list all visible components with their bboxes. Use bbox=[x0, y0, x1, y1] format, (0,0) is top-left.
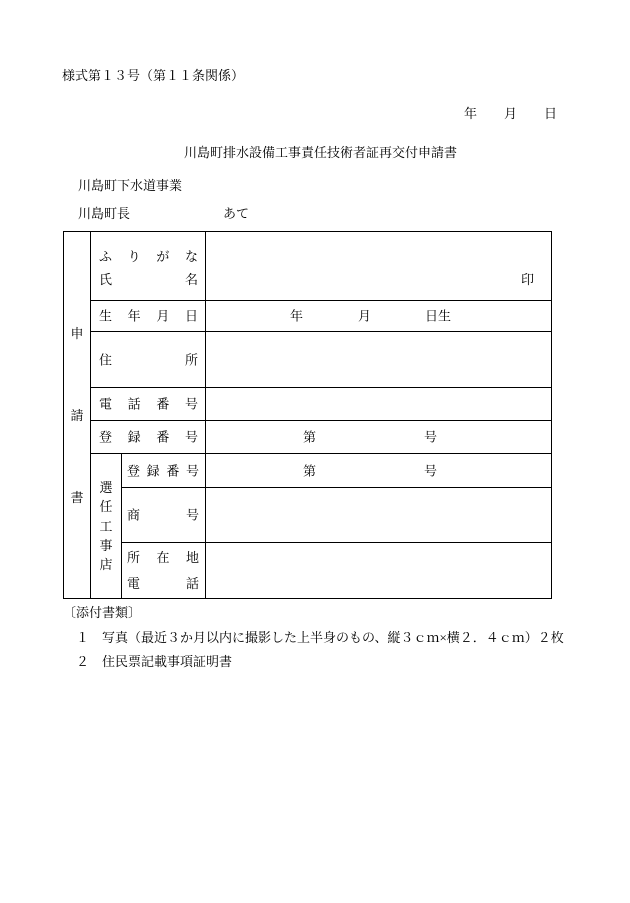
label-glyph: 話 bbox=[127, 396, 141, 412]
date-month-label: 月 bbox=[504, 106, 518, 121]
label-glyph: 工 bbox=[99, 518, 113, 534]
label-glyph: 日 bbox=[184, 308, 198, 324]
location-label-cell bbox=[121, 542, 205, 598]
label-glyph: 登 bbox=[127, 463, 141, 478]
date-day-label: 日 bbox=[544, 106, 558, 121]
contractor-phone-label bbox=[127, 576, 199, 591]
phone-label bbox=[99, 397, 198, 412]
label-glyph: 名 bbox=[184, 272, 198, 287]
dob-value-cell bbox=[205, 300, 551, 331]
location-label bbox=[127, 550, 199, 565]
form-number: 様式第１３号（第１１条関係） bbox=[62, 68, 245, 83]
label-glyph: ふ bbox=[99, 249, 113, 264]
attachment-text: 住民票記載事項証明書 bbox=[102, 654, 233, 669]
label-glyph: 電 bbox=[99, 396, 113, 412]
label-glyph: 住 bbox=[99, 352, 113, 367]
name-label bbox=[99, 272, 198, 287]
label-glyph: 氏 bbox=[99, 272, 113, 287]
application-table bbox=[63, 231, 552, 599]
dob-month-label: 月 bbox=[358, 308, 372, 324]
label-glyph: 話 bbox=[185, 576, 199, 591]
label-glyph: 任 bbox=[99, 499, 113, 515]
label-glyph: 録 bbox=[127, 429, 141, 445]
attachment-number: １ bbox=[76, 630, 90, 645]
label-glyph: 登 bbox=[99, 429, 113, 445]
label-glyph: 店 bbox=[99, 557, 113, 572]
registration-value-cell bbox=[205, 420, 551, 453]
attachments-heading: 〔添付書類〕 bbox=[63, 605, 142, 620]
registration-prefix: 第 bbox=[303, 429, 317, 445]
address-value-cell bbox=[205, 331, 551, 387]
contractor-registration-value-cell bbox=[205, 453, 551, 487]
attachment-text: 写真（最近３か月以内に撮影した上半身のもの、縦３ｃｍ×横２．４ｃｍ）２枚 bbox=[102, 630, 564, 645]
label-glyph: 請 bbox=[70, 408, 84, 423]
label-glyph: な bbox=[184, 249, 198, 264]
trade-name-label bbox=[127, 508, 199, 523]
address-label-cell bbox=[90, 331, 205, 387]
applicant-column bbox=[63, 231, 90, 598]
label-glyph: 所 bbox=[127, 550, 141, 565]
label-glyph: 録 bbox=[146, 463, 160, 478]
label-glyph: 書 bbox=[70, 490, 84, 505]
label-glyph: 生 bbox=[99, 308, 113, 324]
label-glyph: が bbox=[156, 249, 170, 264]
registration-label bbox=[99, 430, 198, 445]
registration-label-cell bbox=[90, 420, 205, 453]
addressee-organization: 川島町下水道事業 bbox=[78, 178, 183, 193]
label-glyph: 号 bbox=[185, 463, 199, 478]
applicant-section-label bbox=[64, 326, 90, 505]
dob-year-label: 年 bbox=[290, 308, 304, 324]
label-glyph: 番 bbox=[156, 396, 170, 412]
document-title: 川島町排水設備工事責任技術者証再交付申請書 bbox=[184, 145, 458, 160]
furigana-label bbox=[99, 249, 198, 264]
label-glyph: 地 bbox=[185, 550, 199, 565]
label-glyph: 番 bbox=[156, 429, 170, 445]
trade-name-label-cell bbox=[121, 487, 205, 542]
contractor-registration-label-cell bbox=[121, 453, 205, 487]
phone-label-cell bbox=[90, 387, 205, 420]
label-glyph: 在 bbox=[156, 550, 170, 565]
label-glyph: り bbox=[127, 249, 141, 264]
label-glyph: 電 bbox=[127, 576, 141, 591]
contractor-registration-suffix: 号 bbox=[424, 463, 438, 478]
label-glyph: 選 bbox=[99, 480, 113, 495]
label-glyph: 月 bbox=[156, 308, 170, 324]
address-label bbox=[99, 352, 198, 367]
trade-name-value-cell bbox=[205, 487, 551, 542]
label-glyph: 申 bbox=[70, 326, 84, 341]
label-glyph: 番 bbox=[166, 463, 180, 478]
dob-label-cell bbox=[90, 300, 205, 331]
label-glyph: 号 bbox=[184, 429, 198, 445]
name-label-cell bbox=[90, 231, 205, 300]
label-glyph: 年 bbox=[127, 308, 141, 324]
contractor-column bbox=[90, 453, 121, 598]
addressee-suffix: あて bbox=[223, 206, 250, 221]
label-glyph: 所 bbox=[184, 352, 198, 367]
date-year-label: 年 bbox=[464, 106, 478, 121]
dob-day-label: 日生 bbox=[425, 308, 452, 324]
phone-value-cell bbox=[205, 387, 551, 420]
contractor-section-label bbox=[91, 480, 121, 572]
attachment-number: ２ bbox=[76, 654, 90, 669]
label-glyph: 号 bbox=[185, 507, 199, 523]
registration-suffix: 号 bbox=[424, 429, 438, 445]
location-value-cell bbox=[205, 542, 551, 598]
contractor-registration-prefix: 第 bbox=[303, 463, 317, 478]
seal-mark: 印 bbox=[520, 272, 534, 287]
label-glyph: 事 bbox=[99, 537, 113, 553]
addressee-recipient: 川島町長 bbox=[78, 206, 131, 221]
contractor-registration-label bbox=[127, 463, 199, 478]
dob-label bbox=[99, 309, 198, 324]
name-value-cell bbox=[205, 231, 551, 300]
label-glyph: 商 bbox=[127, 507, 141, 523]
label-glyph: 号 bbox=[184, 396, 198, 412]
